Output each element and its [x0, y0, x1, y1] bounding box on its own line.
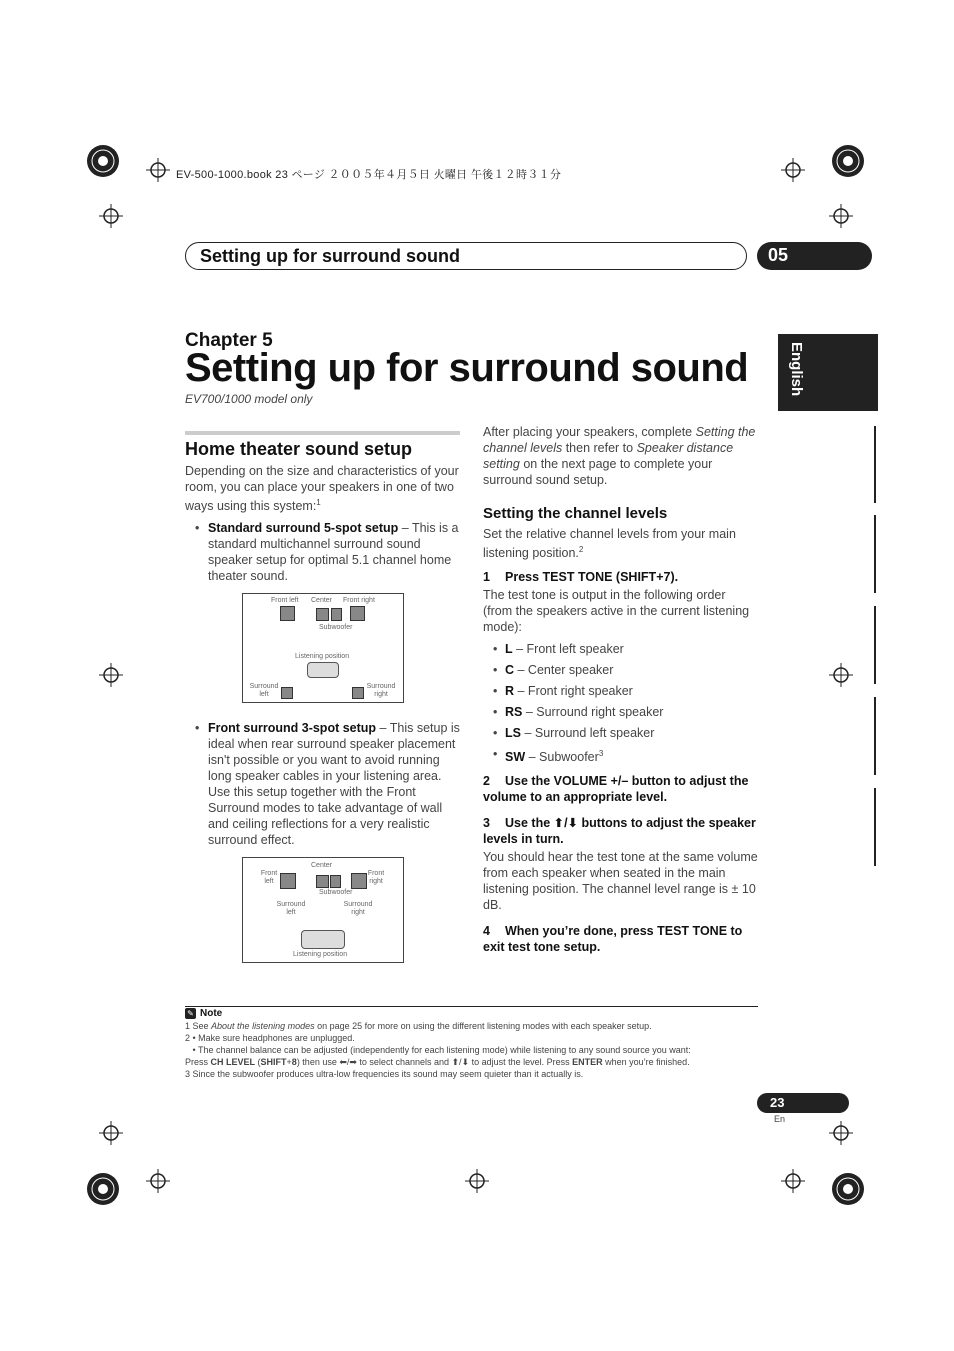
chapter-number-badge: 05 — [757, 242, 872, 270]
channel-item: • SW – Subwoofer$^3$ — [483, 746, 758, 765]
side-bar-4 — [874, 697, 876, 775]
registration-mark-top-left — [85, 143, 121, 184]
crosshair-mark-left-upper — [99, 204, 123, 233]
note-pencil-icon: ✎ — [185, 1008, 196, 1019]
registration-mark-top-right — [830, 143, 866, 184]
side-bar-5 — [874, 788, 876, 866]
listening-couch — [307, 662, 339, 678]
channel-item: • L – Front left speaker — [483, 641, 758, 657]
bullet-front-surround — [185, 720, 460, 848]
step-3-text: You should hear the test tone at the same volume from each speaker when seated in the main listening position. The channel level range is ± 10 dB. — [483, 850, 758, 913]
link-setting-channel-levels: Setting the channel levels — [483, 425, 756, 455]
model-note: EV700/1000 model only — [185, 392, 313, 406]
crosshair-mark-top — [146, 158, 170, 187]
label-front-right: Front right — [343, 597, 375, 604]
bullet-standard-title: Standard surround 5-spot setup — [208, 521, 399, 536]
step-3: 3 Use the ⬆/⬇ buttons to adjust the speaker levels in turn. — [483, 816, 756, 847]
speaker-surround-right — [352, 687, 364, 699]
channel-item: • RS – Surround right speaker — [483, 704, 758, 720]
speaker-surround-left — [281, 687, 293, 699]
bullet-front-text: – This setup is ideal when rear surround speaker placement isn't possible or you want to avoid running long speaker cables in your listening area. Use this setup together with the Front Surround modes to take advantage of wall and ceiling reflections for a very realistic surround effect. — [208, 721, 460, 848]
bullet-standard-text: – This is a standard multichannel surround sound speaker setup for optimal 5.1 channel home theater sound. — [208, 521, 459, 584]
bullet-standard-surround — [185, 520, 460, 584]
crosshair-mark-left-mid — [99, 663, 123, 692]
right-column — [483, 424, 758, 957]
label-center: Center — [311, 597, 333, 604]
speaker-subwoofer-2 — [330, 875, 341, 888]
label-front-left-2: Front left — [260, 870, 278, 885]
bullet-front-title: Front surround 3-spot setup — [208, 721, 377, 736]
side-bar-2 — [874, 515, 876, 593]
side-bar-1 — [874, 426, 876, 503]
label-subwoofer-2: Subwoofer — [319, 889, 353, 896]
channel-item: • LS – Surround left speaker — [483, 725, 758, 741]
crosshair-mark-bottom-right — [781, 1169, 805, 1198]
crosshair-mark-top-right — [781, 158, 805, 187]
note-rule — [185, 1006, 758, 1007]
page-lang: En — [774, 1114, 786, 1124]
listening-couch-2 — [301, 930, 345, 949]
step-2: 2 Use the VOLUME +/– button to adjust the volume to an appropriate level. — [483, 774, 749, 805]
footnote-3: 3 Since the subwoofer produces ultra-low frequencies its sound may seem quieter than it actually is. — [185, 1069, 584, 1079]
footnote-1: 1 See About the listening modes on page 25 for more on using the different listening modes with each speaker setup. — [185, 1021, 652, 1031]
footnote-2a: 2 • Make sure headphones are unplugged. — [185, 1033, 355, 1043]
speaker-front-left — [280, 606, 295, 621]
channel-item: • R – Front right speaker — [483, 683, 758, 699]
chapter-label: Chapter 5 — [185, 330, 273, 351]
channel-levels-heading: Setting the channel levels — [483, 505, 668, 522]
speaker-center — [316, 608, 329, 621]
footnote-2b: • The channel balance can be adjusted (independently for each listening mode) while listening to any sound source you want: — [185, 1045, 691, 1055]
label-surround-left: Surround left — [249, 683, 279, 698]
label-subwoofer: Subwoofer — [319, 624, 353, 631]
label-listening-position: Listening position — [295, 653, 350, 660]
speaker-center-2 — [316, 875, 329, 888]
label-center-2: Center — [311, 862, 333, 869]
note-heading: ✎ Note — [185, 1008, 222, 1019]
channel-levels-sub: Set the relative channel levels from your main listening position.$^2$ — [483, 527, 736, 561]
speaker-front-left-2 — [280, 873, 296, 889]
speaker-subwoofer — [331, 608, 342, 621]
section-rule — [185, 431, 460, 435]
page-number: 23 — [757, 1093, 849, 1113]
language-tab — [778, 334, 878, 411]
side-bar-3 — [874, 606, 876, 684]
right-intro: After placing your speakers, complete Setting the channel levels then refer to Speaker distance setting on the next page to complete your surround sound setup. — [483, 425, 756, 487]
label-surround-left-2: Surround left — [276, 901, 306, 916]
label-listening-position-2: Listening position — [293, 951, 348, 958]
step-4: 4 When you’re done, press TEST TONE to exit test tone setup. — [483, 924, 743, 955]
section-header-bar — [185, 242, 747, 270]
left-intro: Depending on the size and characteristics of your room, you can place your speakers in one of two ways using this system:$^1$ — [185, 464, 459, 514]
channel-list — [483, 641, 758, 765]
crosshair-mark-bottom-center — [465, 1169, 489, 1198]
label-front-left: Front left — [271, 597, 299, 604]
print-info-line: EV-500-1000.book 23 ページ ２００５年４月５日 火曜日 午後１２時３１分 — [176, 169, 562, 181]
channel-item: • C – Center speaker — [483, 662, 758, 678]
label-surround-right: Surround right — [366, 683, 396, 698]
crosshair-mark-right-lower — [829, 1121, 853, 1150]
crosshair-mark-right-upper — [829, 204, 853, 233]
diagram-3-spot-setup — [242, 857, 404, 963]
crosshair-mark-bottom-left — [146, 1169, 170, 1198]
footnotes — [185, 1020, 765, 1080]
step-1: 1 Press TEST TONE (SHIFT+7). — [483, 570, 679, 585]
label-front-right-2: Front right — [367, 870, 385, 885]
crosshair-mark-left-lower — [99, 1121, 123, 1150]
registration-mark-bottom-right — [830, 1171, 866, 1212]
page-title: Setting up for surround sound — [185, 346, 749, 390]
section-header-title: Setting up for surround sound — [200, 246, 460, 266]
registration-mark-bottom-left — [85, 1171, 121, 1212]
home-theater-heading: Home theater sound setup — [185, 439, 413, 459]
crosshair-mark-right-mid — [829, 663, 853, 692]
up-down-arrow-icon: ⬆/⬇ — [553, 816, 579, 831]
speaker-front-right — [350, 606, 365, 621]
diagram-5-spot-setup — [242, 593, 404, 703]
label-surround-right-2: Surround right — [343, 901, 373, 916]
link-speaker-distance: Speaker distance setting — [483, 441, 734, 471]
language-tab-label: English — [788, 342, 805, 397]
footnote-2c: Press CH LEVEL (SHIFT+8) then use ⬅/➡ to select channels and ⬆/⬇ to adjust the level. Press ENTER when you’re finished. — [185, 1057, 690, 1067]
step-1-text: The test tone is output in the following order (from the speakers active in the current listening mode): — [483, 588, 750, 635]
